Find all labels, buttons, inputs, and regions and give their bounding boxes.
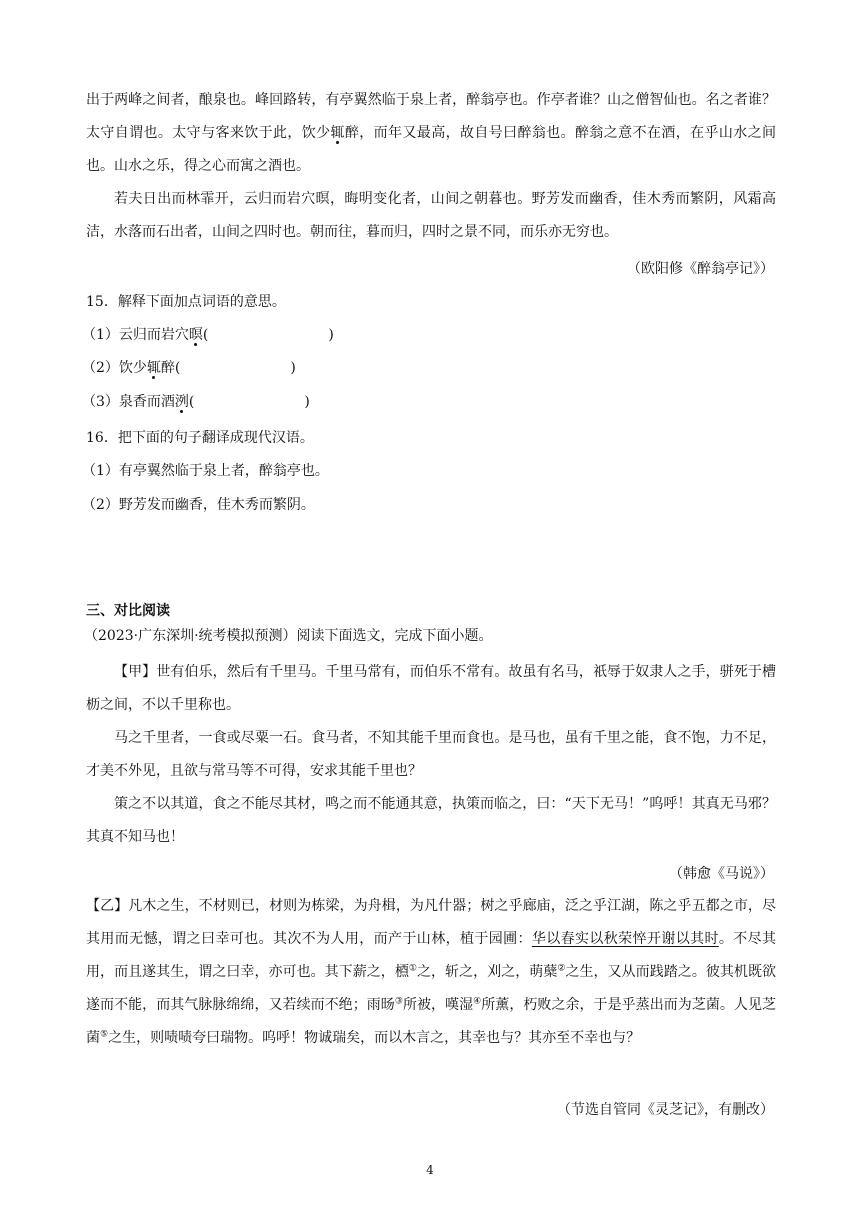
page-number: 4 bbox=[426, 1163, 434, 1177]
dotted-char: 辄 bbox=[330, 125, 345, 141]
jia-paragraph-2: 马之千里者，一食或尽粟一石。食马者，不知其能千里而食也。是马也，虽有千里之能，食不饱，力不足，才美不外见，且欲与常马等不可得，安求其能千里也？ bbox=[86, 730, 776, 779]
question-15-item-2: （2）饮少辄醉( ) bbox=[82, 360, 296, 376]
question-16-title: 16．把下面的句子翻译成现代汉语。 bbox=[86, 430, 314, 446]
question-16-item-1: （1）有亭翼然临于泉上者，醉翁亭也。 bbox=[82, 463, 329, 479]
question-15-item-3: （3）泉香而酒洌( ) bbox=[82, 394, 310, 410]
jia-paragraph-1: 【甲】世有伯乐，然后有千里马。千里马常有，而伯乐不常有。故虽有名马，祇辱于奴隶人之手，骈死于槽枥之间，不以千里称也。 bbox=[86, 664, 776, 713]
passage-source: （欧阳修《醉翁亭记》） bbox=[627, 261, 774, 277]
section-heading: 三、对比阅读 bbox=[86, 603, 170, 619]
passage-paragraph-2: 若夫日出而林霏开，云归而岩穴暝，晦明变化者，山间之朝暮也。野芳发而幽香，佳木秀而繁阴，风霜高洁，水落而石出者，山间之四时也。朝而往，暮而归，四时之景不同，而乐亦无穷也。 bbox=[86, 191, 776, 240]
jia-paragraph-3: 策之不以其道，食之不能尽其材，鸣之而不能通其意，执策而临之，曰：“天下无马！”呜呼！其真无马邪？其真不知马也！ bbox=[86, 796, 776, 845]
yi-source: （节选自管同《灵芝记》，有删改） bbox=[557, 1102, 774, 1118]
passage-paragraph-1: 出于两峰之间者，酿泉也。峰回路转，有亭翼然临于泉上者，醉翁亭也。作亭者谁？山之僧智仙也。名之者谁？太守自谓也。太守与客来饮于此，饮少辄醉，而年又最高，故自号曰醉翁也。醉翁之意不在酒，在乎山水之间也。山水之乐，得之心而寓之酒也。 bbox=[86, 92, 777, 174]
section-intro: （2023·广东深圳·统考模拟预测）阅读下面选文，完成下面小题。 bbox=[84, 628, 493, 644]
question-15-title: 15．解释下面加点词语的意思。 bbox=[86, 294, 286, 310]
underlined-sentence: 华以春实以秋荣悴开谢以其时 bbox=[531, 931, 719, 947]
jia-source: （韩愈《马说》） bbox=[669, 866, 774, 882]
question-15-item-1: （1）云归而岩穴暝( ) bbox=[82, 327, 334, 343]
question-16-item-2: （2）野芳发而幽香，佳木秀而繁阴。 bbox=[82, 497, 315, 513]
yi-paragraph: 【乙】凡木之生，不材则已，材则为栋梁，为舟楫，为凡什器；树之乎廊庙，泛之乎江湖，陈之乎五都之市，尽其用而无憾，谓之曰幸可也。其次不为人用，而产于山林，植于园圃：华以春实以秋荣悴开谢以其时。不尽其用，而且遂其生，谓之曰幸，亦可也。其下薪之，槱①之，斩之，刈之，萌蘖②之生，又从而践踏之。彼其机既欲遂而不能，而其气脉脉绵绵，又若续而不绝；雨旸③所被，嘆湿④所薰，朽败之余，于是乎蒸出而为芝菌。人见芝菌⑤之生，则啧啧夸曰瑞物。呜呼！物诚瑞矣，而以木言之，其幸也与？其亦至不幸也与？ bbox=[86, 898, 777, 1046]
